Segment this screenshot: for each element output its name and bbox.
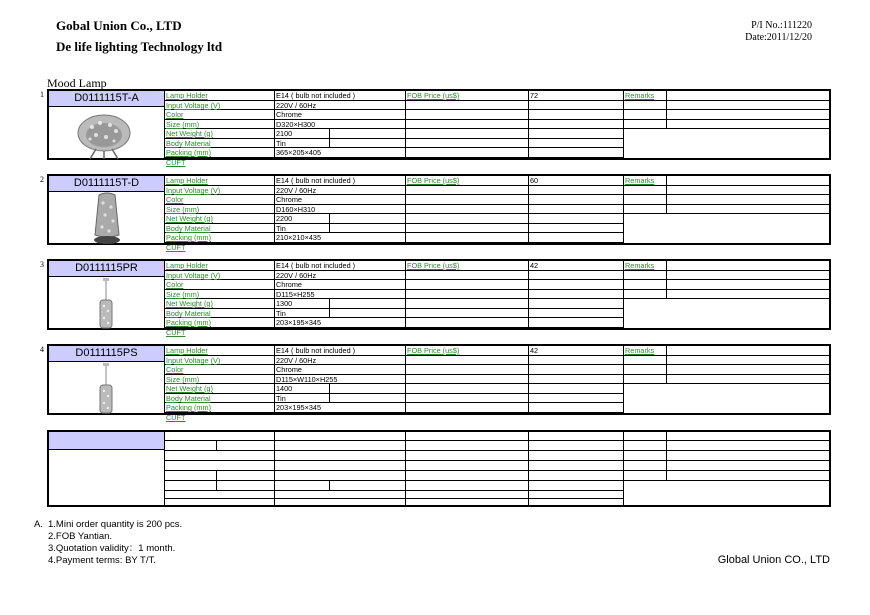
pendant-lamp-icon	[96, 278, 116, 337]
field-label-color: Color	[166, 365, 184, 374]
empty-product-block	[47, 430, 831, 507]
field-value-weight: 1400	[276, 384, 293, 393]
field-label-input-voltage: Input Voltage (V)	[166, 186, 221, 195]
product-code: D0111115T-D	[49, 176, 164, 192]
field-label-body-material: Body Material	[166, 139, 211, 148]
product-index: 4	[40, 345, 44, 354]
field-value-packing: 210×210×435	[276, 233, 322, 242]
field-value-material: Tin	[276, 309, 286, 318]
field-value-size: D320×H300	[276, 120, 316, 129]
field-value-voltage: 220V / 60Hz	[276, 356, 317, 365]
note-item: 4.Payment terms: BY T/T.	[48, 555, 156, 566]
field-label-color: Color	[166, 280, 184, 289]
field-value-material: Tin	[276, 394, 286, 403]
field-label-body-material: Body Material	[166, 394, 211, 403]
product-index: 3	[40, 260, 44, 269]
field-value-material: Tin	[276, 139, 286, 148]
pi-number: P/I No.:111220	[751, 20, 812, 31]
product-index: 2	[40, 175, 44, 184]
terms-notes	[34, 519, 182, 567]
field-value-lamp_holder: E14 ( bulb not included )	[276, 346, 356, 355]
field-value-packing: 203×195×345	[276, 318, 322, 327]
field-label-lamp-holder: Lamp Holder	[166, 91, 208, 100]
fob-price-label: FOB Price (us$)	[407, 91, 460, 100]
fob-price-value: 60	[530, 176, 539, 185]
field-label-net-weight: Net Weight (g)	[166, 299, 213, 308]
product-code: D0111115T-A	[49, 91, 164, 107]
note-item: 3.Quotation validity：1 month.	[48, 543, 176, 554]
field-value-packing: 365×205×405	[276, 148, 322, 157]
company-name-line2: De life lighting Technology ltd	[56, 39, 223, 54]
fob-price-label: FOB Price (us$)	[407, 346, 460, 355]
fob-price-label: FOB Price (us$)	[407, 261, 460, 270]
field-value-size: D160×H310	[276, 205, 316, 214]
field-label-lamp-holder: Lamp Holder	[166, 261, 208, 270]
field-value-lamp_holder: E14 ( bulb not included )	[276, 91, 356, 100]
field-value-weight: 2100	[276, 129, 293, 138]
field-label-input-voltage: Input Voltage (V)	[166, 101, 221, 110]
field-label-lamp-holder: Lamp Holder	[166, 346, 208, 355]
field-value-size: D115×H255	[276, 290, 315, 299]
product-block	[40, 259, 831, 337]
field-value-color: Chrome	[276, 280, 302, 289]
product-code: D0111115PR	[49, 261, 164, 277]
field-label-net-weight: Net Weight (g)	[166, 214, 213, 223]
fob-price-value: 42	[530, 346, 539, 355]
field-label-lamp-holder: Lamp Holder	[166, 176, 208, 185]
fob-price-label: FOB Price (us$)	[407, 176, 460, 185]
field-value-voltage: 220V / 60Hz	[276, 271, 317, 280]
field-label-input-voltage: Input Voltage (V)	[166, 356, 221, 365]
field-value-lamp_holder: E14 ( bulb not included )	[276, 261, 356, 270]
field-label-body-material: Body Material	[166, 224, 211, 233]
field-label-packing: Packing (mm)	[166, 233, 212, 242]
note-item: 2.FOB Yantian.	[48, 531, 113, 542]
footer-company: Global Union CO., LTD	[717, 554, 830, 566]
note-item: 1.Mini order quantity is 200 pcs.	[48, 519, 183, 530]
fob-price-value: 42	[530, 261, 539, 270]
pendant-lamp-icon	[96, 363, 116, 422]
field-label-cuft: CUFT	[166, 328, 186, 337]
company-name-line1: Gobal Union Co., LTD	[56, 18, 182, 33]
product-block	[40, 174, 831, 252]
table-lamp-icon	[87, 191, 127, 252]
field-label-size: Size (mm)	[166, 290, 200, 299]
field-value-lamp_holder: E14 ( bulb not included )	[276, 176, 356, 185]
product-code: D0111115PS	[49, 346, 164, 362]
peacock-lamp-icon	[74, 113, 134, 166]
field-label-cuft: CUFT	[166, 413, 186, 422]
field-value-material: Tin	[276, 224, 286, 233]
field-label-input-voltage: Input Voltage (V)	[166, 271, 221, 280]
product-index: 1	[40, 90, 44, 99]
field-value-color: Chrome	[276, 110, 302, 119]
field-label-color: Color	[166, 110, 184, 119]
document-date: Date:2011/12/20	[745, 32, 812, 43]
notes-prefix: A.	[34, 519, 43, 530]
fob-price-value: 72	[530, 91, 539, 100]
remarks-label: Remarks	[625, 91, 655, 100]
product-block	[40, 344, 831, 422]
field-label-size: Size (mm)	[166, 375, 200, 384]
product-block	[40, 89, 831, 167]
field-label-color: Color	[166, 195, 184, 204]
empty-header-cell	[49, 432, 164, 450]
field-label-packing: Packing (mm)	[166, 403, 212, 412]
section-title: Mood Lamp	[47, 76, 107, 90]
field-label-net-weight: Net Weight (g)	[166, 129, 213, 138]
field-value-voltage: 220V / 60Hz	[276, 101, 317, 110]
field-label-net-weight: Net Weight (g)	[166, 384, 213, 393]
remarks-label: Remarks	[625, 346, 655, 355]
field-value-packing: 203×195×345	[276, 403, 322, 412]
field-value-color: Chrome	[276, 195, 302, 204]
remarks-label: Remarks	[625, 176, 655, 185]
remarks-label: Remarks	[625, 261, 655, 270]
field-value-color: Chrome	[276, 365, 302, 374]
field-label-size: Size (mm)	[166, 120, 200, 129]
field-label-cuft: CUFT	[166, 243, 186, 252]
field-label-packing: Packing (mm)	[166, 318, 212, 327]
field-label-cuft: CUFT	[166, 158, 186, 167]
field-value-size: D115×W110×H255	[276, 375, 338, 384]
field-value-weight: 2200	[276, 214, 293, 223]
field-value-weight: 1300	[276, 299, 293, 308]
field-label-packing: Packing (mm)	[166, 148, 212, 157]
field-value-voltage: 220V / 60Hz	[276, 186, 317, 195]
field-label-size: Size (mm)	[166, 205, 200, 214]
field-label-body-material: Body Material	[166, 309, 211, 318]
